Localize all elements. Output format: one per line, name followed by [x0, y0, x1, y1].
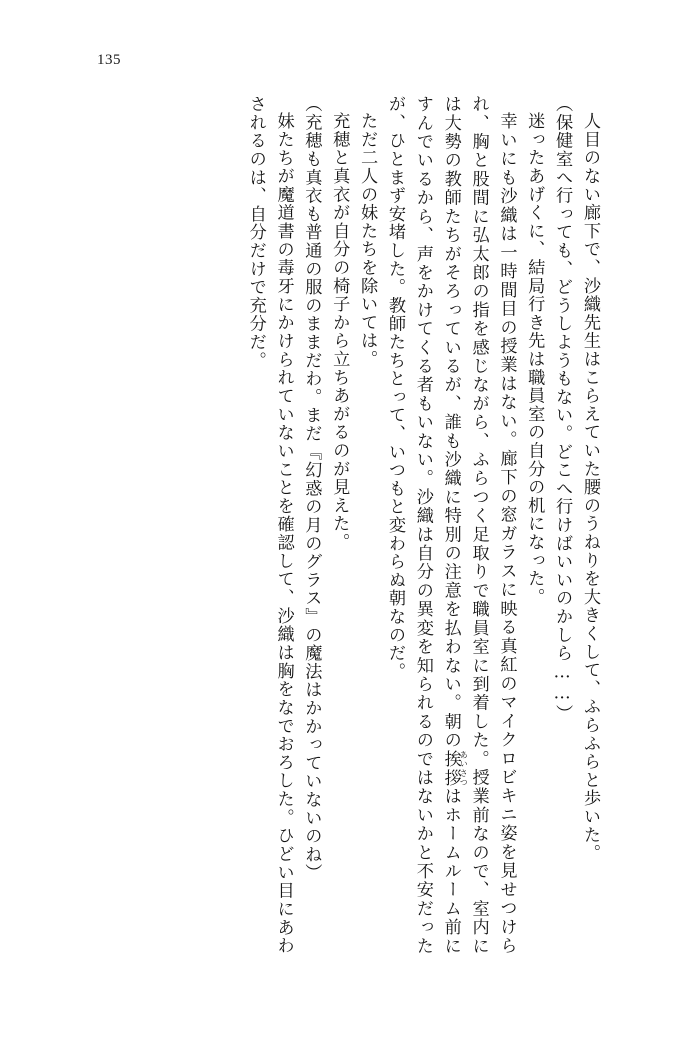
paragraph: 迷ったあげくに、結局行き先は職員室の自分の机になった。 [524, 112, 545, 607]
paragraph: （保健室へ行っても、どうしようもない。どこへ行けばいいのかしら……） [552, 95, 573, 723]
paragraph: （充穂も真衣も普通の服のままだわ。まだ『幻惑の月のグラス』の魔法はかかっていないのね） [301, 95, 322, 882]
paragraph-with-ruby: 幸いにも沙織は一時間目の授業はない。廊下の窓ガラスに映る真紅のマイクロビキニ姿を見せつけられ、胸と股間に弘太郎の指を感じながら、ふらつく足取りで職員室に到着した。授業前なので、室内には大勢の教師たちがそろっているが、誰も沙織に特別の注意を払わない。朝の挨拶あいさつはホームルーム前にすんでいるから、声をかけてくる者もいない。沙織は自分の異変を知られるのではないかと不安だったが、ひとまず安堵した。教師たちとって、いつもと変わらぬ朝なのだ。 [384, 95, 517, 956]
paragraph: 妹たちが魔道書の毒牙にかけられていないことを確認して、沙織は胸をなでおろした。ひどい目にあわされるのは、自分だけで充分だ。 [245, 95, 294, 955]
page-number: 135 [97, 52, 121, 68]
paragraph: 充穂と真衣が自分の椅子から立ちあがるのが見えた。 [329, 112, 350, 552]
paragraph: ただ二人の妹たちを除いては。 [357, 112, 378, 369]
paragraph: 人目のない廊下で、沙織先生はこらえていた腰のうねりを大きくして、ふらふらと歩いた。 [580, 112, 600, 863]
vertical-text-body [83, 95, 603, 955]
